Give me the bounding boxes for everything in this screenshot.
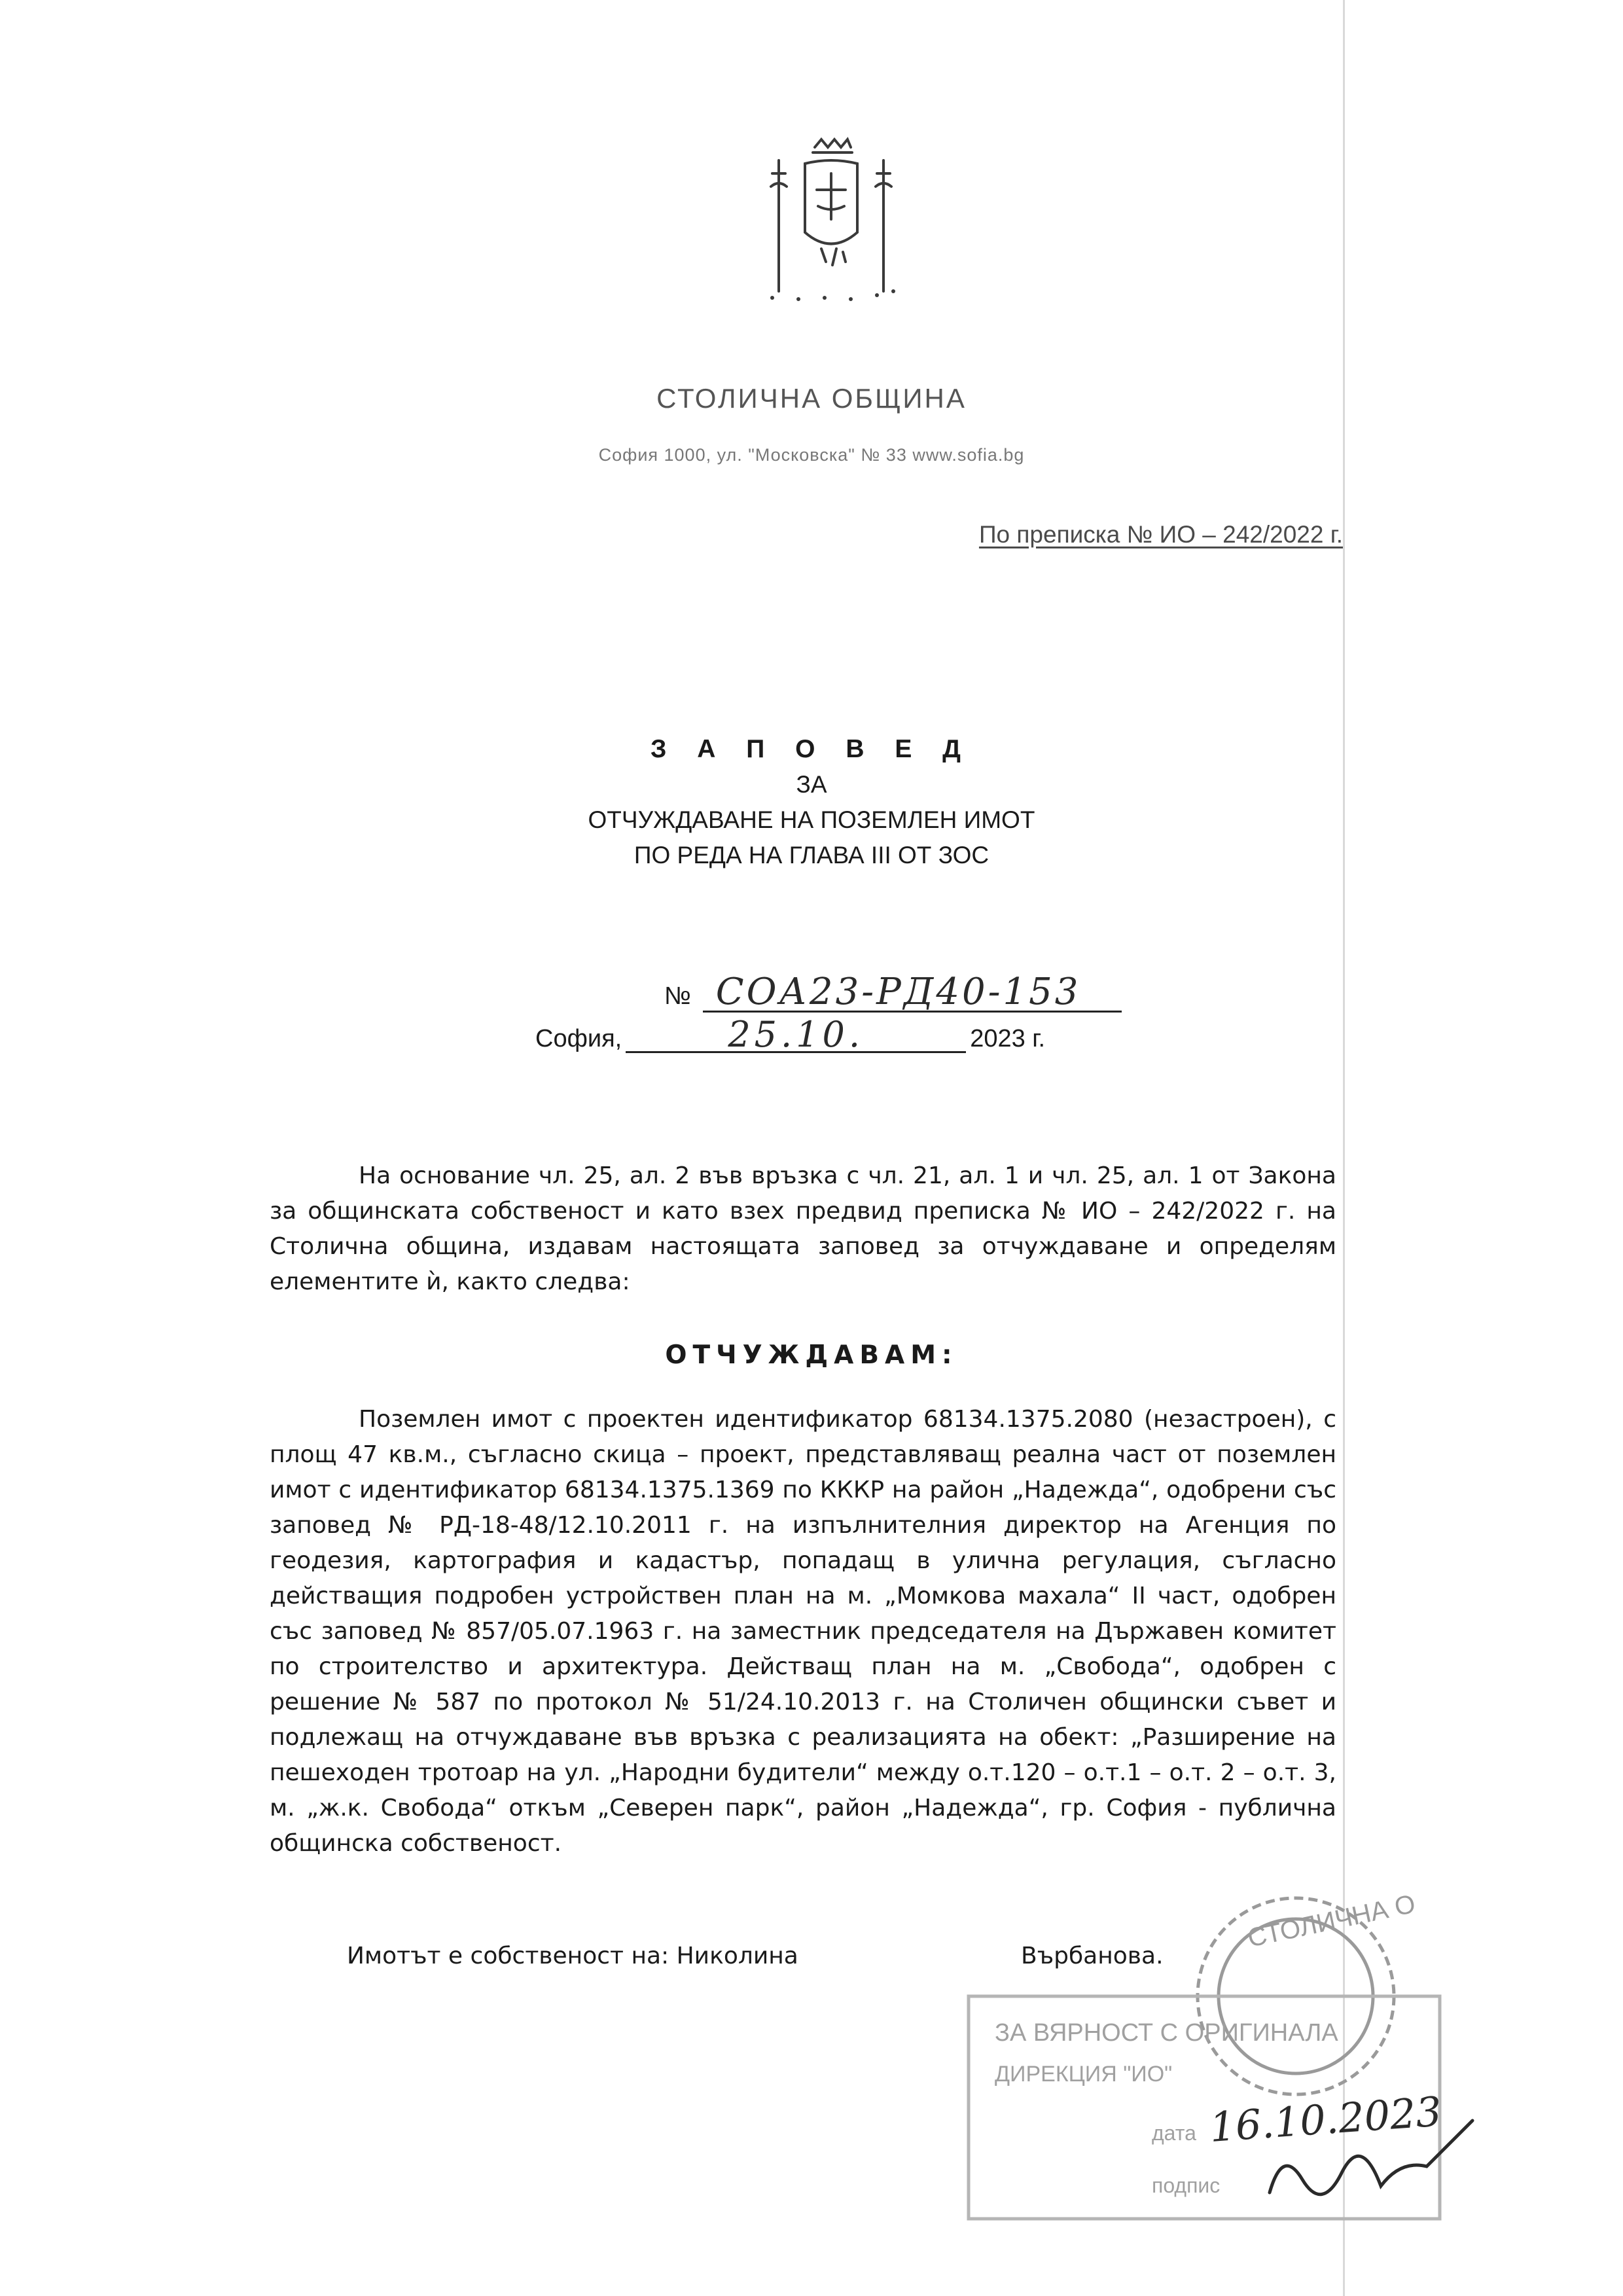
order-number-handwritten: СОА23-РД40-153 bbox=[703, 974, 1122, 1013]
title-for: ЗА bbox=[796, 771, 827, 798]
order-number-line bbox=[664, 971, 1122, 1013]
institution-name: СТОЛИЧНА ОБЩИНА bbox=[656, 383, 967, 414]
svg-text:16.10.2023: 16.10.2023 bbox=[1207, 2087, 1444, 2151]
case-reference: По преписка № ИО – 242/2022 г. bbox=[978, 521, 1343, 548]
order-year: 2023 г. bbox=[970, 1025, 1046, 1052]
order-date-handwritten: 25.10. bbox=[626, 1018, 966, 1053]
property-description-paragraph: Поземлен имот с проектен идентификатор 68134.1375.2080 (незастроен), с площ 47 кв.м., съгласно скица – проект, представляващ реална част от поземлен имот с идентификатор 68134.1375.1369 по КККР на район „Надежда“, одобрени със заповед № РД-18-48/12.10.2011 г. на изпълнителния директор на Агенция по геодезия, картография и кадастър, попадащ в улична регулация, съгласно действащия подробен устройствен план на м. „Момкова махала“ II част, одобрен със заповед № 857/05.07.1963 г. на заместник председателя на Държавен комитет по строителство и архитектура. Действащ план на м. „Свобода“, одобрен с решение № 587 по протокол № 51/24.10.2013 г. на Столичен общински съвет и подлежащ на отчуждаване във връзка с реализацията на обект: „Разширение на пешеходен тротоар на ул. „Народни будители“ между о.т.120 – о.т.1 – о.т. 2 – о.т. 3, м. „ж.к. Свобода“ откъм „Северен парк“, район „Надежда“, гр. София - публична общинска собственост. bbox=[270, 1406, 1336, 1857]
certification-stamp bbox=[955, 1885, 1531, 2284]
coat-of-arms-icon bbox=[753, 134, 910, 317]
order-date-line bbox=[535, 1014, 1046, 1055]
svg-text:ДИРЕКЦИЯ "ИО": ДИРЕКЦИЯ "ИО" bbox=[995, 2062, 1173, 2087]
owner-label: Имотът е собственост на: Николина bbox=[347, 1943, 798, 1969]
svg-text:СТОЛИЧНА О: СТОЛИЧНА О bbox=[1245, 1889, 1418, 1953]
legal-basis-paragraph: На основание чл. 25, ал. 2 във връзка с чл. 21, ал. 1 и чл. 25, ал. 1 от Закона за общинската собственост и като взех предвид преписка № ИО – 242/2022 г. на Столична община, издавам настоящата заповед за отчуждаване и определям елементите ѝ, както следва: bbox=[270, 1162, 1336, 1295]
number-sign: № bbox=[664, 982, 691, 1010]
title-order: З А П О В Е Д bbox=[651, 735, 972, 763]
institution-address: София 1000, ул. "Московска" № 33 www.sofia.bg bbox=[598, 445, 1025, 465]
title-subject: ОТЧУЖДАВАНЕ НА ПОЗЕМЛЕН ИМОТ bbox=[588, 806, 1035, 833]
owner-surname: Върбанова. bbox=[1021, 1943, 1164, 1969]
title-basis: ПО РЕДА НА ГЛАВА III ОТ ЗОС bbox=[633, 842, 990, 869]
svg-text:подпис: подпис bbox=[1152, 2174, 1221, 2197]
svg-text:дата: дата bbox=[1152, 2121, 1196, 2145]
document-title bbox=[0, 732, 1623, 873]
svg-text:ЗА ВЯРНОСТ С ОРИГИНАЛА: ЗА ВЯРНОСТ С ОРИГИНАЛА bbox=[995, 2019, 1338, 2047]
expropriation-heading: ОТЧУЖДАВАМ: bbox=[665, 1340, 958, 1370]
order-place: София, bbox=[535, 1025, 622, 1052]
